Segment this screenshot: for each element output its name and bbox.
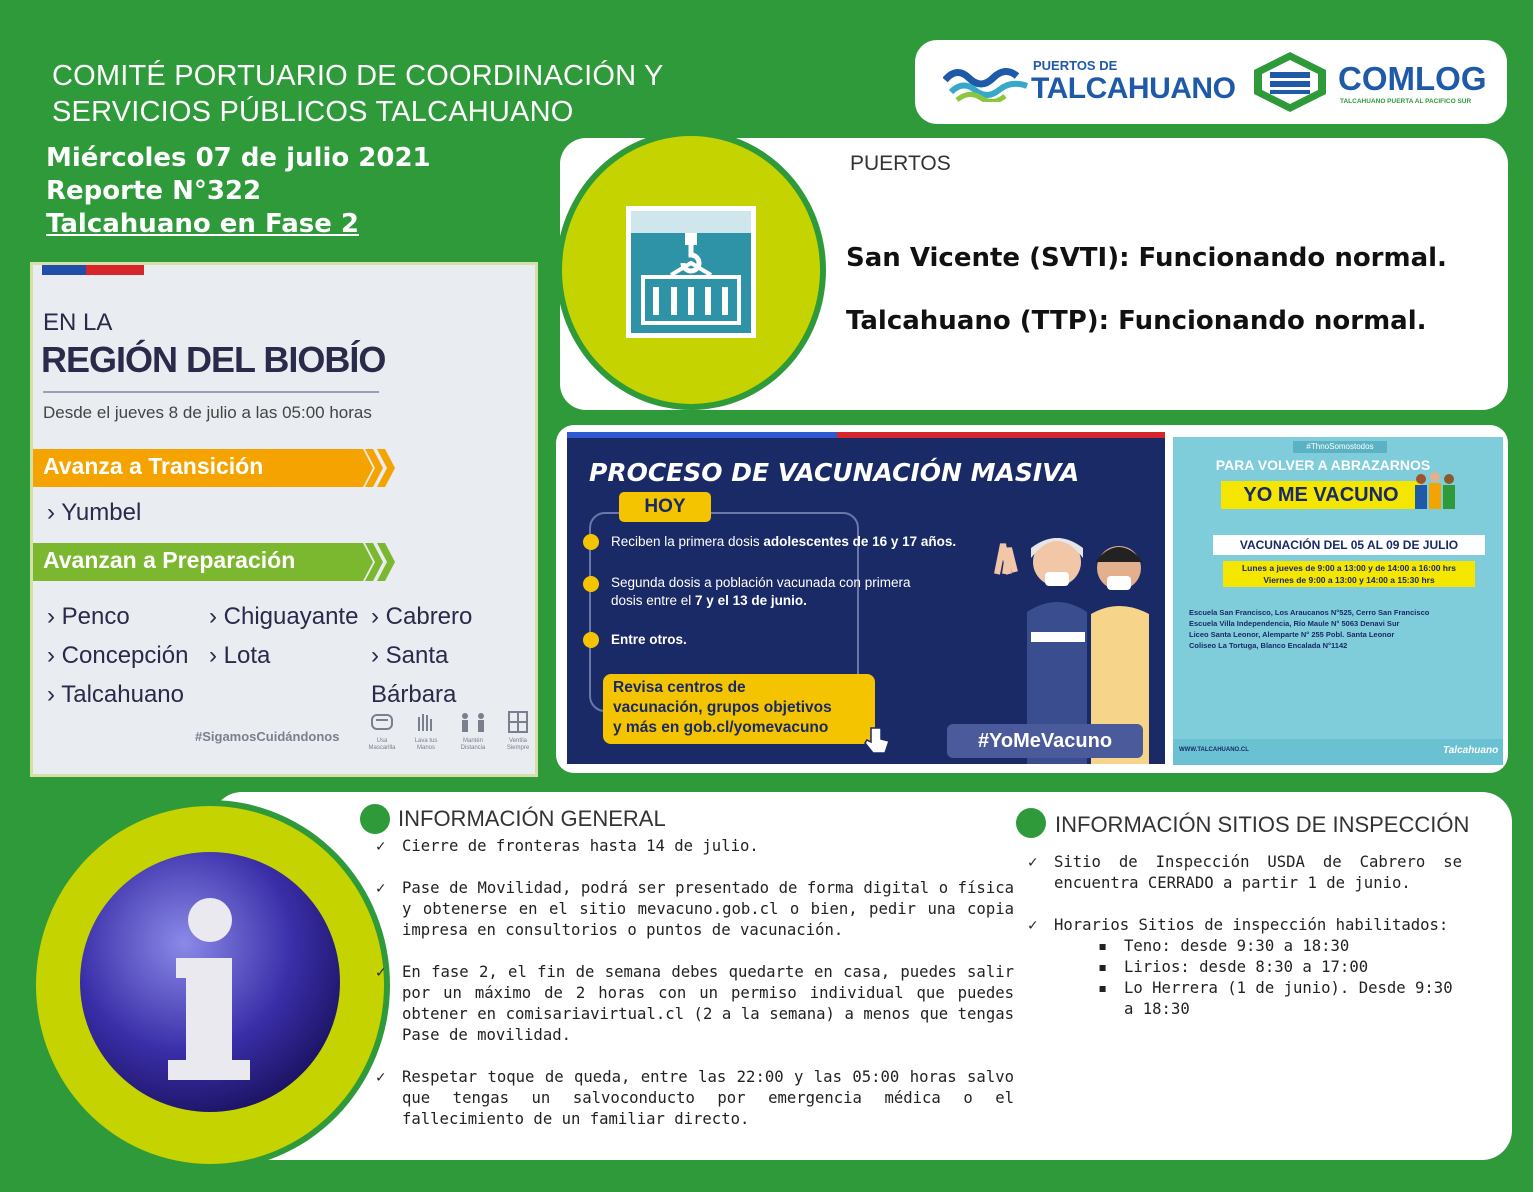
poster-places bbox=[1189, 607, 1429, 651]
check-icon: ✓ bbox=[376, 1068, 386, 1086]
sub-list bbox=[1098, 936, 1462, 1020]
report-date: Miércoles 07 de julio 2021 bbox=[46, 143, 431, 173]
puerto-san-vicente-status: San Vicente (SVTI): Funcionando normal. bbox=[846, 243, 1447, 273]
hoy-badge: HOY bbox=[619, 492, 711, 522]
list-item: ✓ En fase 2, el fin de semana debes quedarte en casa, puedes salir por un máximo de 2 horas con un permiso individual que puedes obtener en comisariavirtual.cl (2 a la semana) a menos que tengas Pase de movilidad. bbox=[376, 963, 1014, 1044]
window-icon bbox=[501, 711, 535, 752]
flag-stripe-blue bbox=[42, 265, 86, 275]
hands-icon bbox=[409, 711, 443, 752]
commune-item: › Penco bbox=[47, 603, 130, 630]
comlog-logo bbox=[1250, 48, 1490, 116]
puerto-talcahuano-status: Talcahuano (TTP): Funcionando normal. bbox=[846, 306, 1427, 336]
commune-column-1 bbox=[47, 597, 188, 714]
puertos-small-text: PUERTOS DE bbox=[1033, 58, 1118, 73]
poster-place: Coliseo La Tortuga, Blanco Encalada N°1142 bbox=[1189, 641, 1348, 650]
check-icon: ✓ bbox=[376, 837, 386, 855]
info-sitios-list bbox=[1028, 852, 1462, 1020]
section-dot bbox=[360, 804, 390, 834]
region-title: REGIÓN DEL BIOBÍO bbox=[41, 339, 386, 380]
commune-item: › Santa Bárbara bbox=[371, 642, 457, 708]
poster-footer-brand: Talcahuano bbox=[1443, 745, 1499, 756]
icon-caption: Mantén Distancia bbox=[460, 738, 486, 751]
icon-caption: Lava tus Manos bbox=[414, 738, 438, 751]
region-subtitle: Desde el jueves 8 de julio a las 05:00 horas bbox=[43, 403, 372, 422]
sub-list-item: ▪ Lirios: desde 8:30 a 17:00 bbox=[1098, 958, 1369, 976]
band-preparacion-label: Avanzan a Preparación bbox=[43, 547, 296, 573]
commune-column-3 bbox=[371, 597, 535, 714]
cta-box: Revisa centros de vacunación, grupos objetivos y más en gob.cl/yomevacuno bbox=[603, 674, 875, 744]
poster-place: Liceo Santa Leonor, Alemparte N° 255 Pobl. Santa Leonor bbox=[1189, 630, 1395, 639]
transicion-item: › Yumbel bbox=[47, 499, 142, 526]
comlog-tagline: TALCAHUANO PUERTA AL PACIFICO SUR bbox=[1340, 98, 1472, 105]
square-bullet-icon: ▪ bbox=[1098, 979, 1108, 997]
info-general-list bbox=[376, 836, 1014, 1130]
square-bullet-icon: ▪ bbox=[1098, 937, 1108, 955]
sub-list-item: ▪ Teno: desde 9:30 a 18:30 bbox=[1098, 937, 1350, 955]
phase-status: Talcahuano en Fase 2 bbox=[46, 209, 360, 239]
section-dot bbox=[1016, 808, 1046, 838]
banner-stripe-red bbox=[837, 432, 1165, 438]
list-item: ✓ Cierre de fronteras hasta 14 de julio. bbox=[376, 837, 759, 855]
poster-place: Escuela Villa Independencia, Río Maule N° 5063 Denavi Sur bbox=[1189, 619, 1400, 628]
list-item: ✓ Sitio de Inspección USDA de Cabrero se encuentra CERRADO a partir 1 de junio. bbox=[1028, 853, 1462, 892]
mask-icon bbox=[365, 711, 399, 752]
committee-title bbox=[52, 58, 752, 130]
puertos-talcahuano-logo bbox=[943, 54, 1236, 110]
check-icon: ✓ bbox=[1028, 853, 1038, 871]
list-item: ✓ Respetar toque de queda, entre las 22:00 y las 05:00 horas salvo que tengas un salvoconducto por emergencia médica o el fallecimiento de un familiar directo. bbox=[376, 1068, 1014, 1128]
distance-icon bbox=[455, 711, 491, 752]
comlog-text: COMLOG bbox=[1338, 60, 1487, 97]
icon-caption: Usa Mascarilla bbox=[368, 738, 396, 751]
chevrons-icon bbox=[353, 543, 395, 581]
title-line-2: SERVICIOS PÚBLICOS TALCAHUANO bbox=[52, 96, 574, 128]
puertos-big-text: TALCAHUANO bbox=[1031, 72, 1236, 105]
check-icon: ✓ bbox=[376, 963, 386, 981]
commune-item: › Concepción bbox=[47, 642, 189, 669]
poster-date-range: VACUNACIÓN DEL 05 AL 09 DE JULIO bbox=[1213, 535, 1485, 555]
vacuno-link[interactable]: gob.cl/yomevacuno bbox=[683, 719, 829, 736]
info-general-title: INFORMACIÓN GENERAL bbox=[398, 806, 666, 831]
check-icon: ✓ bbox=[1028, 916, 1038, 934]
syringe-icon bbox=[583, 576, 599, 592]
banner-stripe-blue bbox=[567, 432, 837, 438]
commune-item: › Chiguayante bbox=[209, 603, 359, 630]
vac-bullet-1: Reciben la primera dosis adolescentes de 16 y 17 años. bbox=[611, 534, 957, 549]
commune-item: › Lota bbox=[209, 642, 271, 669]
title-line-1: COMITÉ PORTUARIO DE COORDINACIÓN Y bbox=[52, 60, 664, 92]
info-sitios-title: INFORMACIÓN SITIOS DE INSPECCIÓN bbox=[1055, 812, 1470, 837]
poster-footer-web: WWW.TALCAHUANO.CL bbox=[1179, 747, 1249, 753]
report-meta bbox=[46, 142, 431, 241]
icon-caption: Ventila Siempre bbox=[506, 738, 530, 751]
region-biobio-panel bbox=[30, 262, 538, 777]
region-pre: EN LA bbox=[43, 309, 113, 336]
list-item: ✓ Pase de Movilidad, podrá ser presentado de forma digital o física y obtenerse en el sitio mevacuno.gob.cl o bien, pedir una copia impresa en consultorios o puntos de vacunación. bbox=[376, 879, 1014, 939]
vac-bullet-2: Segunda dosis a población vacunada con primera dosis entre el 7 y el 13 de junio. bbox=[611, 575, 911, 608]
poster-footer bbox=[1173, 739, 1503, 765]
waves-icon bbox=[943, 62, 1029, 102]
vac-bullet-3: Entre otros. bbox=[611, 632, 687, 647]
poster-place: Escuela San Francisco, Los Araucanos N°525, Cerro San Francisco bbox=[1189, 608, 1430, 617]
yomevacuno-hashtag: #YoMeVacuno bbox=[947, 724, 1143, 758]
region-divider bbox=[43, 391, 379, 393]
puertos-label: PUERTOS bbox=[850, 152, 951, 175]
syringe-icon bbox=[583, 632, 599, 648]
poster-tag: #ThnoSomostodos bbox=[1293, 441, 1387, 453]
logo-box bbox=[915, 40, 1507, 124]
check-icon: ✓ bbox=[376, 879, 386, 897]
list-item: ✓ Horarios Sitios de inspección habilitados: bbox=[1028, 916, 1449, 934]
flag-stripe-red bbox=[86, 265, 144, 275]
poster-line-1: PARA VOLVER A ABRAZARNOS bbox=[1215, 457, 1431, 473]
vaccination-banner bbox=[567, 432, 1165, 764]
poster-hours: Lunes a jueves de 9:00 a 13:00 y de 14:00 a 16:00 hrs Viernes de 9:00 a 13:00 y 14:00 a 15:30 hrs bbox=[1223, 561, 1475, 587]
poster-line-2: YO ME VACUNO bbox=[1221, 481, 1421, 509]
commune-column-2 bbox=[209, 597, 358, 675]
sub-list-item: ▪ Lo Herrera (1 de junio). Desde 9:30 a 18:30 bbox=[1098, 979, 1453, 1018]
people-group-icon bbox=[1411, 471, 1461, 511]
commune-item: › Talcahuano bbox=[47, 681, 184, 708]
square-bullet-icon: ▪ bbox=[1098, 958, 1108, 976]
hand-pointer-icon bbox=[863, 724, 893, 756]
vaccination-poster bbox=[1173, 437, 1503, 765]
info-icon bbox=[78, 850, 342, 1114]
commune-item: › Cabrero bbox=[371, 603, 473, 630]
syringe-icon bbox=[583, 534, 599, 550]
comlog-emblem-icon bbox=[1250, 50, 1330, 114]
chevrons-icon bbox=[353, 449, 395, 487]
vaccination-title: PROCESO DE VACUNACIÓN MASIVA bbox=[589, 458, 1080, 487]
region-hashtag: #SigamosCuidándonos bbox=[195, 729, 340, 744]
container-crane-icon bbox=[626, 206, 756, 338]
band-transicion-label: Avanza a Transición bbox=[43, 453, 264, 479]
report-number: Reporte N°322 bbox=[46, 176, 262, 206]
